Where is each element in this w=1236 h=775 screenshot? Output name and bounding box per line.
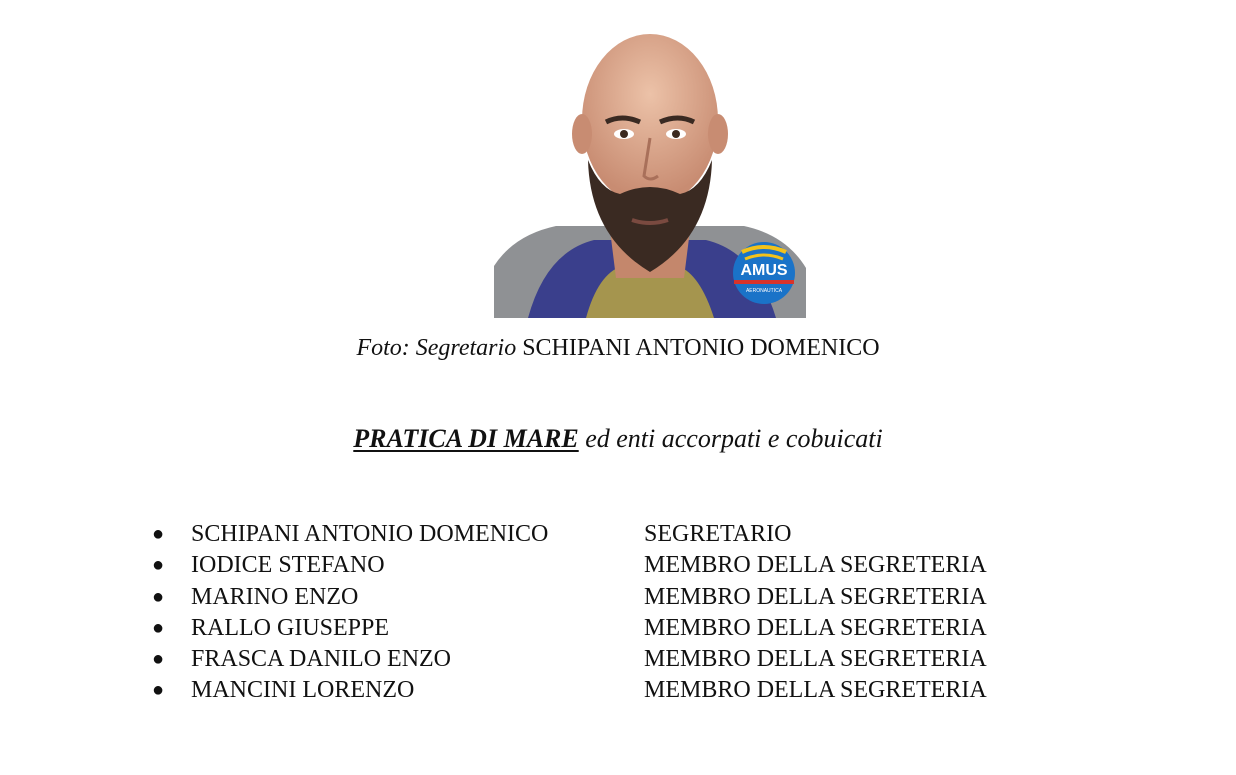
bullet-icon: ● bbox=[152, 679, 165, 702]
logo-subtext: AERONAUTICA bbox=[745, 288, 783, 294]
section-heading bbox=[0, 422, 1236, 456]
member-role: MEMBRO DELLA SEGRETERIA bbox=[644, 646, 987, 673]
bullet-icon: ● bbox=[152, 648, 165, 671]
bullet-icon: ● bbox=[152, 554, 165, 577]
member-name: MARINO ENZO bbox=[191, 583, 359, 610]
bullet-icon: ● bbox=[152, 616, 165, 639]
caption-name: SCHIPANI ANTONIO DOMENICO bbox=[522, 335, 880, 361]
bullet-icon: ● bbox=[152, 585, 165, 608]
member-name: FRASCA DANILO ENZO bbox=[191, 646, 452, 673]
caption-prefix: Foto: Segretario bbox=[356, 335, 517, 361]
member-name: MANCINI LORENZO bbox=[191, 677, 415, 704]
bullet-icon: ● bbox=[152, 523, 165, 545]
member-role: SEGRETARIO bbox=[644, 521, 792, 547]
heading-place: PRATICA DI MARE bbox=[353, 424, 579, 453]
photo-caption bbox=[0, 333, 1236, 363]
member-name: SCHIPANI ANTONIO DOMENICO bbox=[191, 521, 549, 547]
member-role: MEMBRO DELLA SEGRETERIA bbox=[644, 677, 987, 704]
member-role: MEMBRO DELLA SEGRETERIA bbox=[644, 583, 987, 610]
member-name: RALLO GIUSEPPE bbox=[191, 614, 390, 641]
amus-logo bbox=[733, 242, 795, 304]
portrait-photo bbox=[494, 30, 806, 318]
heading-rest: ed enti accorpati e cobuicati bbox=[585, 424, 883, 453]
member-role: MEMBRO DELLA SEGRETERIA bbox=[644, 614, 987, 641]
logo-text: AMUS bbox=[740, 262, 788, 279]
member-name: IODICE STEFANO bbox=[191, 552, 385, 579]
member-role: MEMBRO DELLA SEGRETERIA bbox=[644, 552, 987, 579]
